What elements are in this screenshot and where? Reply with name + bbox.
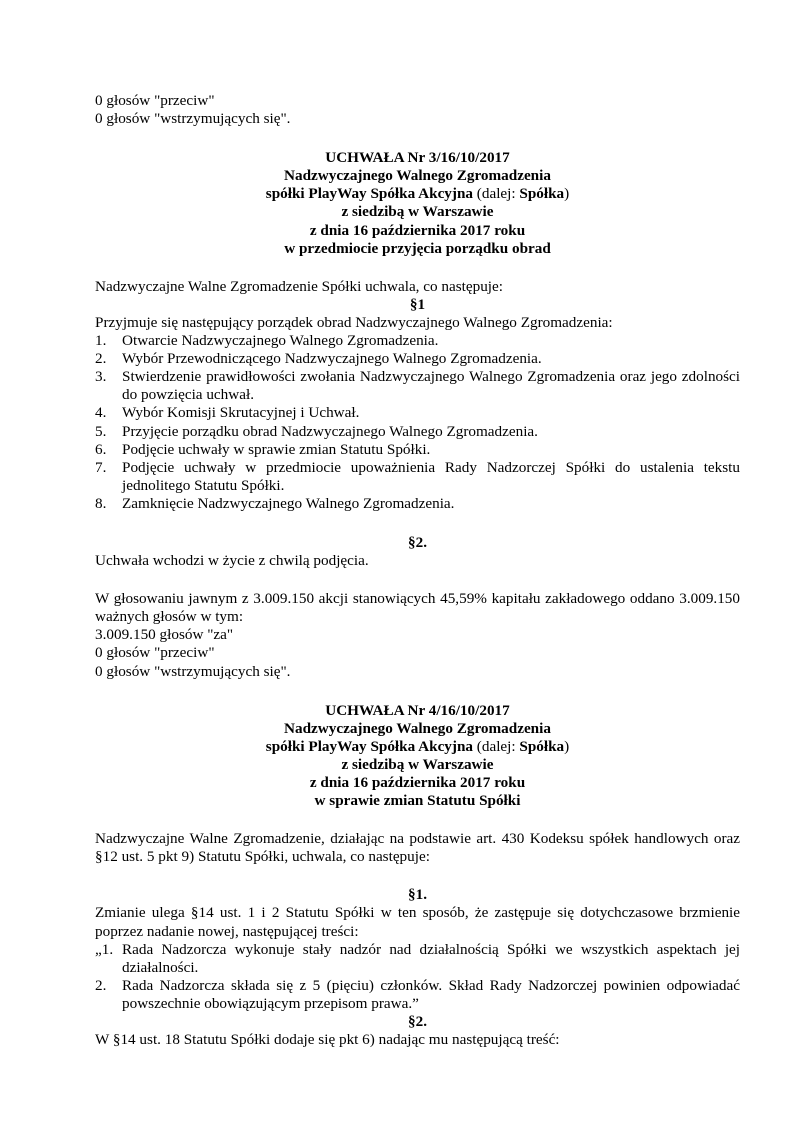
- statute-item: „1. Rada Nadzorcza wykonuje stały nadzór nad działalnością Spółki we wszystkich aspektach jej działalności.: [95, 940, 740, 976]
- resolution-4-body-name: Nadzwyczajnego Walnego Zgromadzenia: [284, 719, 551, 737]
- votes-against-line: 0 głosów "przeciw": [95, 92, 215, 109]
- agenda-item: 4. Wybór Komisji Skrutacyjnej i Uchwał.: [95, 404, 360, 422]
- resolution-3-company-line: spółki PlayWay Spółka Akcyjna (dalej: Spółka): [265, 185, 570, 203]
- resolution-3-par2-text: Uchwała wchodzi w życie z chwilą podjęcia.: [95, 552, 369, 570]
- resolution-4-par1-heading: §1.: [408, 886, 427, 904]
- resolution-3-par1-text: Przyjmuje się następujący porządek obrad Nadzwyczajnego Walnego Zgromadzenia:: [95, 313, 613, 331]
- agenda-item: 5. Przyjęcie porządku obrad Nadzwyczajnego Walnego Zgromadzenia.: [95, 422, 538, 440]
- resolution-4-subject: w sprawie zmian Statutu Spółki: [314, 792, 521, 810]
- resolution-3-votes-for: 3.009.150 głosów "za": [95, 626, 234, 644]
- resolution-3-vote-summary: W głosowaniu jawnym z 3.009.150 akcji stanowiących 45,59% kapitału zakładowego oddano 3.009.150 ważnych głosów w tym:: [95, 590, 740, 626]
- statute-item: 2. Rada Nadzorcza składa się z 5 (pięciu) członków. Skład Rady Nadzorczej powinien odpowiadać powszechnie obowiązującym przepisom prawa.”: [95, 976, 740, 1012]
- resolution-3-body-name: Nadzwyczajnego Walnego Zgromadzenia: [284, 167, 551, 185]
- resolution-3-intro: Nadzwyczajne Walne Zgromadzenie Spółki uchwala, co następuje:: [95, 277, 503, 295]
- resolution-3-subject: w przedmiocie przyjęcia porządku obrad: [284, 239, 551, 257]
- resolution-4-seat: z siedzibą w Warszawie: [341, 755, 494, 773]
- votes-abstain-line: 0 głosów "wstrzymujących się".: [95, 110, 291, 128]
- resolution-4-par1-text: Zmianie ulega §14 ust. 1 i 2 Statutu Spółki w ten sposób, że zastępuje się dotychczasowe brzmienie poprzez nadanie nowej, następującej treści:: [95, 904, 740, 940]
- agenda-item: 7. Podjęcie uchwały w przedmiocie upoważnienia Rady Nadzorczej Spółki do ustalenia tekstu jednolitego Statutu Spółki.: [95, 458, 740, 494]
- document-page: [95, 92, 740, 1049]
- resolution-3-seat: z siedzibą w Warszawie: [341, 203, 494, 221]
- resolution-3-date: z dnia 16 października 2017 roku: [309, 221, 526, 239]
- resolution-4-header: [95, 702, 740, 811]
- resolution-4-intro: Nadzwyczajne Walne Zgromadzenie, działając na podstawie art. 430 Kodeksu spółek handlowych oraz §12 ust. 5 pkt 9) Statutu Spółki, uchwala, co następuje:: [95, 830, 740, 866]
- resolution-3-par2-heading: §2.: [408, 533, 427, 551]
- agenda-item: 2. Wybór Przewodniczącego Nadzwyczajnego Walnego Zgromadzenia.: [95, 350, 542, 368]
- agenda-item: 3. Stwierdzenie prawidłowości zwołania Nadzwyczajnego Walnego Zgromadzenia oraz jego zdolności do powzięcia uchwał.: [95, 368, 740, 404]
- resolution-3-par1-heading: §1: [409, 295, 426, 313]
- resolution-4-title: UCHWAŁA Nr 4/16/10/2017: [325, 701, 510, 719]
- statute-items-list: [95, 941, 740, 1013]
- agenda-item: 1. Otwarcie Nadzwyczajnego Walnego Zgromadzenia.: [95, 332, 439, 350]
- resolution-4-par2-heading: §2.: [408, 1013, 427, 1031]
- agenda-item: 8. Zamknięcie Nadzwyczajnego Walnego Zgromadzenia.: [95, 494, 455, 512]
- resolution-4-company-line: spółki PlayWay Spółka Akcyjna (dalej: Spółka): [265, 737, 570, 755]
- resolution-3-votes-against: 0 głosów "przeciw": [95, 644, 215, 662]
- resolution-4-date: z dnia 16 października 2017 roku: [309, 774, 526, 791]
- agenda-item: 6. Podjęcie uchwały w sprawie zmian Statutu Spółki.: [95, 440, 431, 458]
- resolution-4-par2-text: W §14 ust. 18 Statutu Spółki dodaje się pkt 6) nadając mu następującą treść:: [95, 1031, 560, 1049]
- agenda-list: [95, 332, 740, 513]
- resolution-3-header: [95, 149, 740, 258]
- resolution-3-title: UCHWAŁA Nr 3/16/10/2017: [325, 149, 510, 167]
- resolution-3-votes-abstain: 0 głosów "wstrzymujących się".: [95, 662, 291, 680]
